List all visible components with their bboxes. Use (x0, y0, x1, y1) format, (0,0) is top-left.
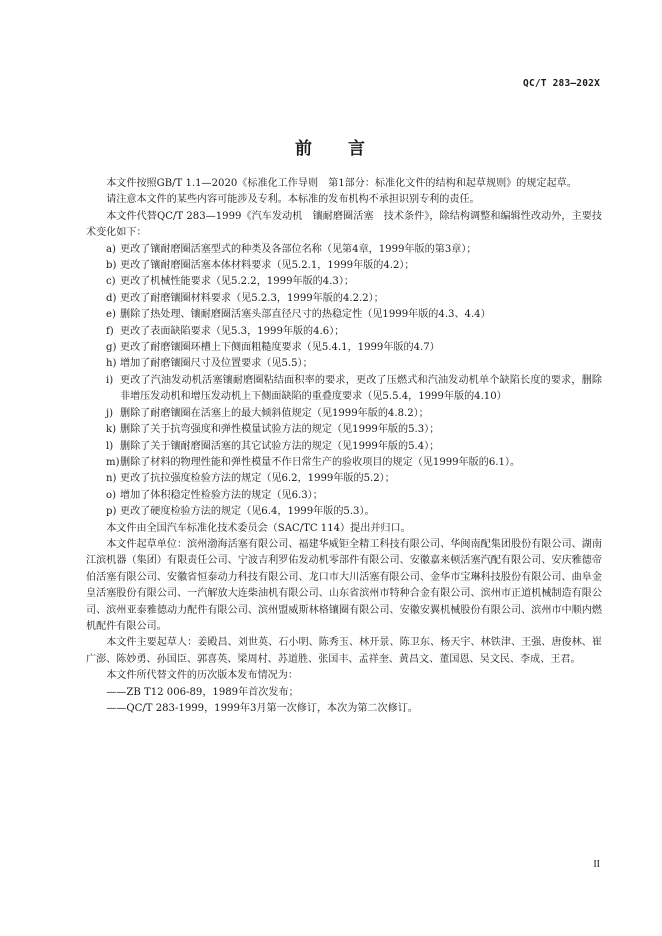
list-item (86, 307, 602, 323)
committee-paragraph: 本文件由全国汽车标准化技术委员会（SAC/TC 114）提出并归口。 (106, 522, 411, 534)
item-label: j) (106, 407, 114, 419)
item-text: 更改了表面缺陷要求（见5.3，1999年版的4.6）； (120, 325, 345, 337)
item-label: l) (106, 440, 114, 452)
item-label: i) (106, 374, 114, 386)
list-item (86, 439, 602, 455)
changes-list (86, 242, 602, 521)
item-text: 更改了硬度检验方法的规定（见6.4，1999年版的5.3）。 (120, 506, 375, 518)
item-label: k) (106, 424, 117, 436)
list-item (86, 488, 602, 504)
item-text: 增加了耐磨镶圈尺寸及位置要求（见5.5）； (120, 358, 313, 370)
list-item (86, 340, 602, 356)
item-label: g) (106, 342, 117, 354)
item-text: 删除了耐磨镶圈在活塞上的最大倾斜值规定（见1999年版的4.8.2）； (120, 407, 429, 419)
item-text: 删除了材料的物理性能和弹性模量不作日常生产的验收项目的规定（见1999年版的6.1）。 (120, 456, 521, 468)
list-item (86, 242, 602, 258)
item-text: 删除了关于抗弯强度和弹性模量试验方法的规定（见1999年版的5.3）； (120, 424, 440, 436)
item-text: 删除了关于镶耐磨圈活塞的其它试验方法的规定（见1999年版的5.4）； (120, 440, 440, 452)
item-text: 更改了镶耐磨圈活塞本体材料要求（见5.2.1，1999年版的4.2）； (120, 260, 415, 272)
list-item (86, 258, 602, 274)
list-item (86, 422, 602, 438)
page-title (0, 134, 662, 159)
list-item (86, 274, 602, 290)
history-item: ——QC/T 283-1999，1999年3月第一次修订，本次为第二次修订。 (106, 703, 418, 714)
list-item (86, 455, 602, 471)
item-text: 更改了耐磨镶圈材料要求（见5.2.3，1999年版的4.2.2）； (120, 292, 384, 304)
drafters-paragraph: 本文件主要起草人：姜殿昌、刘世英、石小明、陈秀玉、林开景、陈卫东、杨天宇、林铁津、王强、唐俊林、崔广澎、陈妙勇、孙国臣、郭喜英、梁周村、苏道胜、张国丰、孟祥奎、黄昌文、董国恩、吴文民、李成、王君。 (86, 637, 602, 665)
list-item (86, 406, 602, 422)
item-text: 更改了镶耐磨圈活塞型式的种类及各部位名称（见第4章，1999年版的第3章）； (120, 243, 477, 255)
drafting-units-paragraph: 本文件起草单位：滨州渤海活塞有限公司、福建华威钜全精工科技有限公司、华闽南配集团股份有限公司、湖南江滨机器（集团）有限责任公司、宁波吉利罗佑发动机零部件有限公司、安徽嘉来顿活塞汽配有限公司、安庆雅德帝伯活塞有限公司、安徽省恒泰动力科技有限公司、龙口市大川活塞有限公司、金华市宝琳科技股份有限公司、曲阜金皇活塞股份有限公司、一汽解放大连柴油机有限公司、山东省滨州市特种合金有限公司、滨州市正道机械制造有限公司、滨州亚泰雅德动力配件有限公司、滨州盟威斯林格镶圈有限公司、安徽安翼机械股份有限公司、滨州市中顺内燃机配件有限公司。 (86, 538, 602, 632)
document-code: QC/T 283—202X (523, 78, 600, 89)
item-label: e) (106, 309, 116, 321)
item-text: 更改了抗拉强度检验方法的规定（见6.2，1999年版的5.2）； (120, 473, 395, 485)
item-label: c) (106, 276, 116, 288)
intro-paragraph: 本文件按照GB/T 1.1—2020《标准化工作导则 第1部分：标准化文件的结构和起草规则》的规定起草。 (106, 178, 577, 189)
intro-paragraph: 请注意本文件的某些内容可能涉及专利。本标准的发布机构不承担识别专利的责任。 (106, 194, 480, 206)
item-text: 更改了机械性能要求（见5.2.2，1999年版的4.3）； (120, 276, 354, 288)
item-label: h) (106, 358, 117, 370)
list-item (86, 356, 602, 372)
item-text: 增加了体积稳定性检验方法的规定（见6.3）； (120, 489, 323, 501)
item-label: f) (106, 325, 114, 337)
item-label: b) (106, 260, 117, 272)
title-char-2: 言 (348, 139, 367, 159)
history-item: ——ZB T12 006-89，1989年首次发布； (106, 686, 299, 698)
item-label: n) (106, 473, 117, 485)
history-intro-paragraph: 本文件所代替文件的历次版本发布情况为： (106, 670, 298, 682)
document-body (86, 176, 602, 717)
list-item (86, 324, 602, 340)
item-text: 更改了汽油发动机活塞镶耐磨圈粘结面积率的要求，更改了压燃式和汽油发动机单个缺陷长度的要求，删除非增压发动机和增压发动机上下侧面缺陷的重叠度要求（见5.5.4，1999年版的4.10） (120, 374, 602, 403)
item-text: 更改了耐磨镶圈环槽上下侧面粗糙度要求（见5.4.1，1999年版的4.7） (120, 342, 440, 354)
list-item (86, 471, 602, 487)
item-label: o) (106, 489, 117, 501)
title-char-1: 前 (295, 139, 314, 159)
item-text: 删除了热处理、镶耐磨圈活塞头部直径尺寸的热稳定性（见1999年版的4.3、4.4） (120, 309, 491, 321)
item-label: a) (106, 243, 116, 255)
page-number: II (593, 859, 600, 870)
list-item (86, 504, 602, 520)
intro-paragraph: 本文件代替QC/T 283—1999《汽车发动机 镶耐磨圈活塞 技术条件》，除结构调整和编辑性改动外，主要技术变化如下： (86, 210, 602, 239)
list-item (86, 291, 602, 307)
list-item (86, 373, 602, 406)
item-label: p) (106, 506, 117, 518)
item-label: m) (106, 456, 120, 468)
item-label: d) (106, 292, 117, 304)
